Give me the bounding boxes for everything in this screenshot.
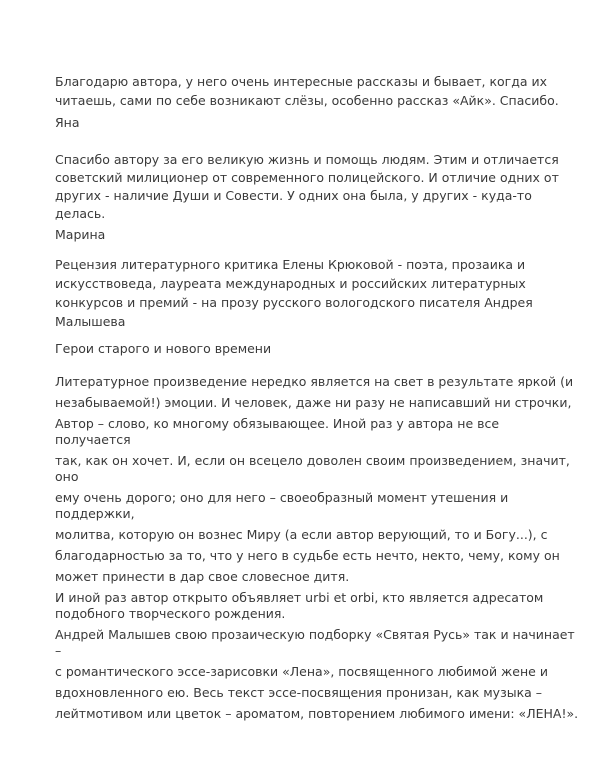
text-line: Рецензия литературного критика Елены Крюковой - поэта, прозаика и (55, 257, 526, 272)
review-intro (55, 255, 560, 331)
text-line: Благодарю автора, у него очень интересные рассказы и бывает, когда их (55, 74, 548, 89)
text-line: ему очень дорого; оно для него – своеобразный момент утешения и (55, 490, 509, 505)
comment-2-signature: Марина (55, 227, 106, 242)
text-line: подобного творческого рождения. (55, 606, 286, 621)
essay-body (55, 374, 579, 722)
text-line: благодарностью за то, что у него в судьбе есть нечто, некто, чему, кому он (55, 548, 560, 563)
text-line: Спасибо автору за его великую жизнь и помощь людям. Этим и отличается (55, 152, 559, 167)
text-line: искусствоведа, лауреата международных и российских литературных (55, 276, 526, 291)
text-line: читаешь, сами по себе возникают слёзы, особенно рассказ «Айк». Спасибо. (55, 93, 559, 108)
text-line: – (55, 643, 62, 658)
text-line: незабываемой!) эмоции. И человек, даже ни разу не написавший ни строчки, (55, 395, 572, 410)
text-line: советский милиционер от современного полицейского. И отличие одних от (55, 170, 559, 185)
text-line: делась. (55, 206, 106, 221)
text-line: получается (55, 432, 131, 447)
text-line: И иной раз автор открыто объявляет urbi et orbi, кто является адресатом (55, 590, 544, 605)
text-line: других - наличие Души и Совести. У одних она была, у других - куда-то (55, 188, 532, 203)
comment-1-signature: Яна (55, 115, 80, 130)
text-line: поддержки, (55, 506, 135, 521)
text-line: конкурсов и премий - на прозу русского вологодского писателя Андрея (55, 295, 533, 310)
text-line: Малышева (55, 314, 126, 329)
text-line: Андрей Малышев свою прозаическую подборку «Святая Русь» так и начинает (55, 627, 575, 642)
text-line: Автор – слово, ко многому обязывающее. Иной раз у автора не все (55, 416, 500, 431)
comment-1-text (55, 72, 560, 110)
text-line: молитва, которую он вознес Миру (а если автор верующий, то и Богу...), с (55, 527, 548, 542)
text-line: лейтмотивом или цветок – ароматом, повторением любимого имени: «ЛЕНА!». (55, 706, 579, 721)
reader-comment-2 (55, 151, 560, 244)
text-line: Литературное произведение нередко является на свет в результате яркой (и (55, 374, 574, 389)
text-line: оно (55, 469, 79, 484)
text-line: вдохновленного ею. Весь текст эссе-посвящения пронизан, как музыка – (55, 685, 543, 700)
reader-comment-1 (55, 72, 560, 132)
text-line: может принести в дар свое словесное дитя. (55, 569, 350, 584)
comment-2-text (55, 151, 560, 223)
review-title: Герои старого и нового времени (55, 341, 272, 356)
text-line: с романтического эссе-зарисовки «Лена», посвященного любимой жене и (55, 664, 548, 679)
text-line: так, как он хочет. И, если он всецело доволен своим произведением, значит, (55, 453, 570, 468)
